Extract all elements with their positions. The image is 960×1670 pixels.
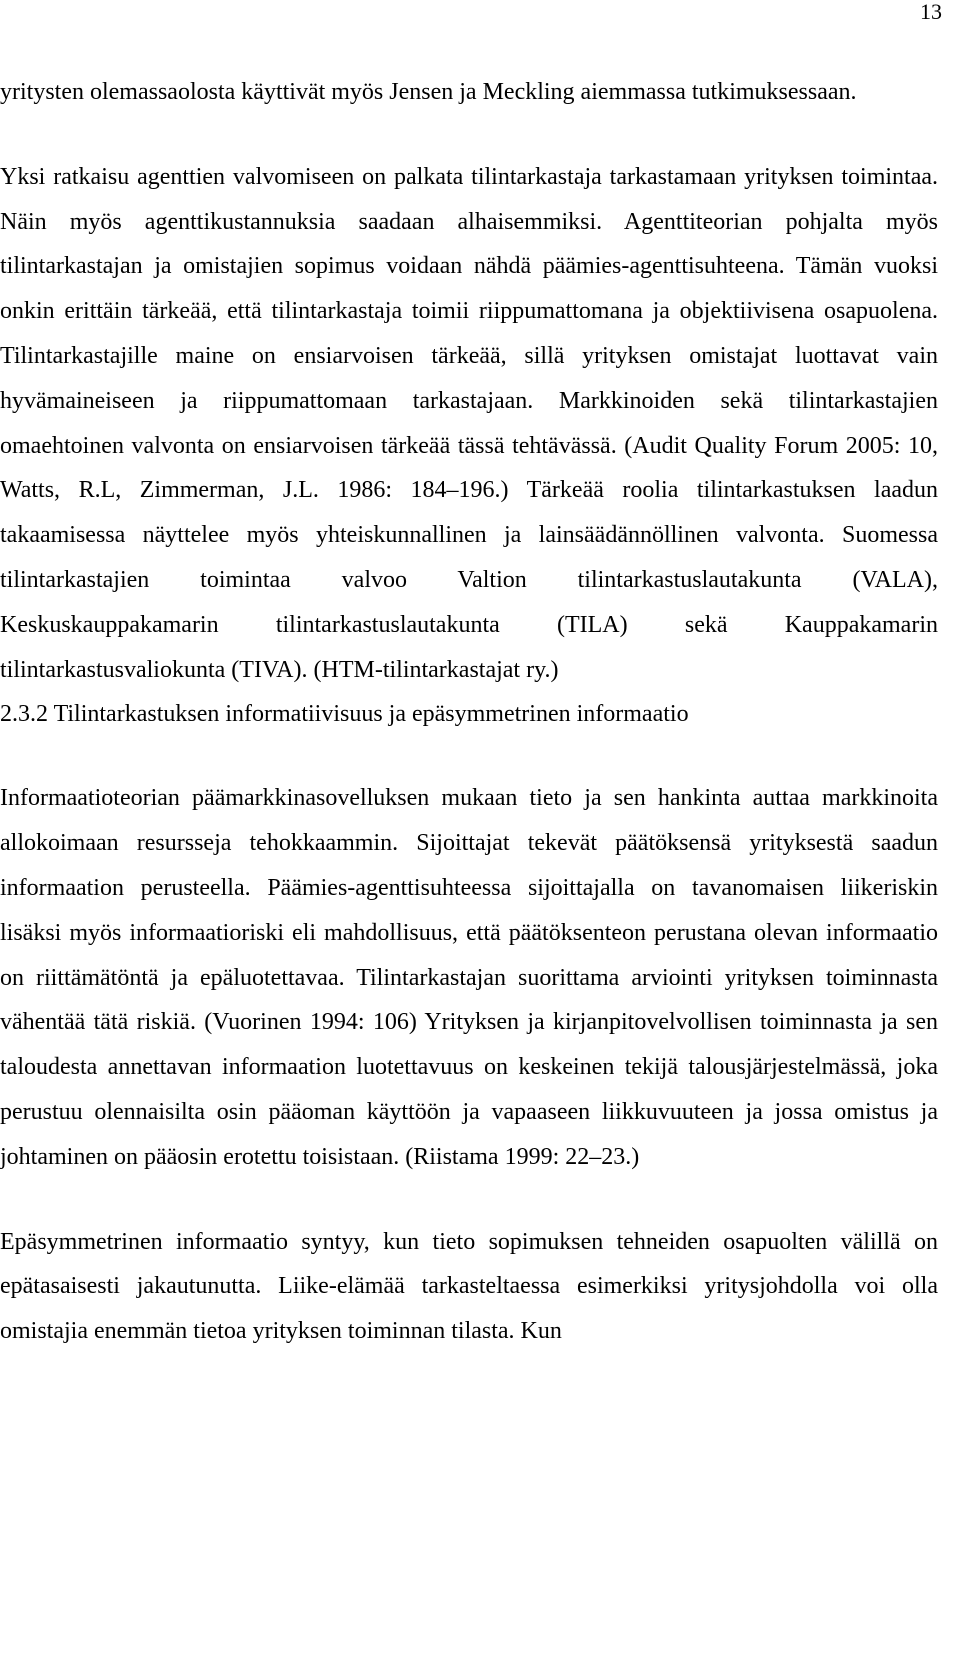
paragraph-auditor-oversight: Yksi ratkaisu agenttien valvomiseen on palkata tilintarkastaja tarkastamaan yrityksen toimintaa. Näin myös agenttikustannuksia saadaan alhaisemmiksi. Agenttiteorian pohjalta myös tilintarkastajan ja omistajien sopimus voidaan nähdä päämies-agenttisuhteena. Tämän vuoksi onkin erittäin tärkeää, että tilintarkastaja toimii riippumattomana ja objektiivisena osapuolena. Tilintarkastajille maine on ensiarvoisen tärkeää, sillä yrityksen omistajat luottavat vain hyvämaineiseen ja riippumattomaan tarkastajaan. Markkinoiden sekä tilintarkastajien omaehtoinen valvonta on ensiarvoisen tärkeää tässä tehtävässä. (Audit Quality Forum 2005: 10, Watts, R.L, Zimmerman, J.L. 1986: 184–196.) Tärkeää roolia tilintarkastuksen laadun takaamisessa näyttelee myös yhteiskunnallinen ja lainsäädännöllinen valvonta. Suomessa tilintarkastajien toimintaa valvoo Valtion tilintarkastuslautakunta (VALA), Keskuskauppakamarin tilintarkastuslautakunta (TILA) sekä Kauppakamarin tilintarkastusvaliokunta (TIVA). (HTM-tilintarkastajat ry.)	[0, 163, 938, 683]
page-number: 13	[920, 0, 942, 24]
paragraph-information-theory: Informaatioteorian päämarkkinasovelluksen mukaan tieto ja sen hankinta auttaa markkinoita allokoimaan resursseja tehokkaammin. Sijoittajat tekevät päätöksensä yrityksestä saadun informaation perusteella. Päämies-agenttisuhteessa sijoittajalla on tavanomaisen liikeriskin lisäksi myös informaatioriski eli mahdollisuus, että päätöksenteon perustana olevan informaatio on riittämätöntä ja epäluotettavaa. Tilintarkastajan suorittama arviointi yrityksen toiminnasta vähentää tätä riskiä. (Vuorinen 1994: 106) Yrityksen ja kirjanpitovelvollisen toiminnasta ja sen taloudesta annettavan informaation luotettavuus on keskeinen tekijä talousjärjestelmässä, joka perustuu olennaisilta osin pääoman käyttöön ja vapaaseen liikkuvuuteen ja jossa omistus ja johtaminen on pääosin erotettu toisistaan. (Riistama 1999: 22–23.)	[0, 785, 938, 1170]
paragraph-asymmetric-information: Epäsymmetrinen informaatio syntyy, kun tieto sopimuksen tehneiden osapuolten välillä on epätasaisesti jakautunutta. Liike-elämää tarkasteltaessa esimerkiksi yritysjohdolla voi olla omistajia enemmän tietoa yrityksen toiminnan tilasta. Kun	[0, 1228, 938, 1345]
paragraph-intro: yritysten olemassaolosta käyttivät myös Jensen ja Meckling aiemmassa tutkimuksessaan.	[0, 79, 857, 105]
section-heading: 2.3.2 Tilintarkastuksen informatiivisuus ja epäsymmetrinen informaatio	[0, 701, 689, 728]
document-body	[0, 70, 938, 1354]
